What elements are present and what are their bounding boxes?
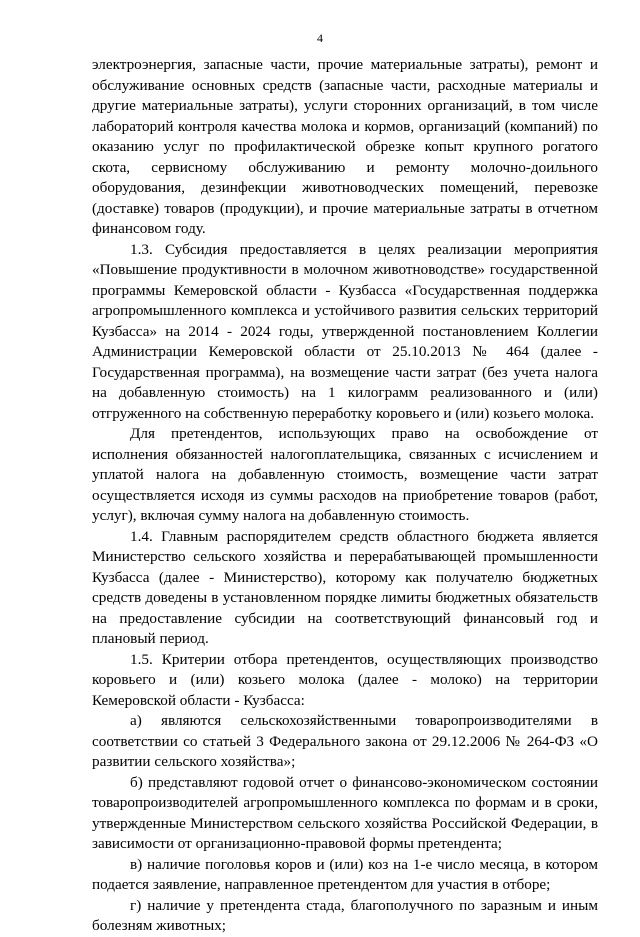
paragraph-vat-exempt-applicants: Для претендентов, использующих право на освобождение от исполнения обязанностей налогоплательщика, связанных с исчислением и уплатой налога на добавленную стоимость, возмещение части затрат осуществляется исходя из суммы расходов на приобретение товаров (работ, услуг), включая сумму налога на добавленную стоимость. xyxy=(92,425,598,524)
paragraph-1-5-selection-criteria: 1.5. Критерии отбора претендентов, осуществляющих производство коровьего и (или) козьего молока (далее - молоко) на территории Кемеровской области - Кузбасса: xyxy=(92,650,598,709)
paragraph-1-3-subsidy-purpose: 1.3. Субсидия предоставляется в целях реализации мероприятия «Повышение продуктивности в молочном животноводстве» государственной программы Кемеровской области - Кузбасса «Государственная поддержка агропромышленного комплекса и устойчивого развития сельских территорий Кузбасса» на 2014 - 2024 годы, утвержденной постановлением Коллегии Администрации Кемеровской области от 25.10.2013 № 464 (далее - Государственная программа), на возмещение части затрат (без учета налога на добавленную стоимость) на 1 килограмм реализованного и (или) отгруженного на собственную переработку коровьего и (или) козьего молока. xyxy=(92,240,598,422)
paragraph-1-4-budget-administrator: 1.4. Главным распорядителем средств областного бюджета является Министерство сельского хозяйства и перерабатывающей промышленности Кузбасса (далее - Министерство), которому как получателю бюджетных средств доведены в установленном порядке лимиты бюджетных обязательств на предоставление субсидии на соответствующий финансовый год и плановый период. xyxy=(92,527,598,647)
document-body xyxy=(92,55,598,937)
criterion-v: в) наличие поголовья коров и (или) коз на 1-е число месяца, в котором подается заявление, направленное претендентом для участия в отборе; xyxy=(92,855,598,893)
criterion-b: б) представляют годовой отчет о финансово-экономическом состоянии товаропроизводителей агропромышленного комплекса по формам и в сроки, утвержденные Министерством сельского хозяйства Российской Федерации, в зависимости от организационно-правовой формы претендента; xyxy=(92,773,598,852)
criterion-g: г) наличие у претендента стада, благополучного по заразным и иным болезням животных; xyxy=(92,896,598,934)
criterion-a: а) являются сельскохозяйственными товаропроизводителями в соответствии со статьей 3 Федерального закона от 29.12.2006 № 264-ФЗ «О развитии сельского хозяйства»; xyxy=(92,712,598,770)
page-number: 4 xyxy=(317,31,323,45)
paragraph-costs-continuation: электроэнергия, запасные части, прочие материальные затраты), ремонт и обслуживание основных средств (запасные части, расходные материалы и другие материальные затраты), услуги сторонних организаций, в том числе лабораторий контроля качества молока и кормов, организаций (компаний) по оказанию услуг по профилактической обрезке копыт крупного рогатого скота, сервисному обслуживанию и ремонту молочно-доильного оборудования, дезинфекции животноводческих помещений, перевозке (доставке) товаров (продукции), и прочие материальные затраты в отчетном финансовом году. xyxy=(92,56,598,237)
